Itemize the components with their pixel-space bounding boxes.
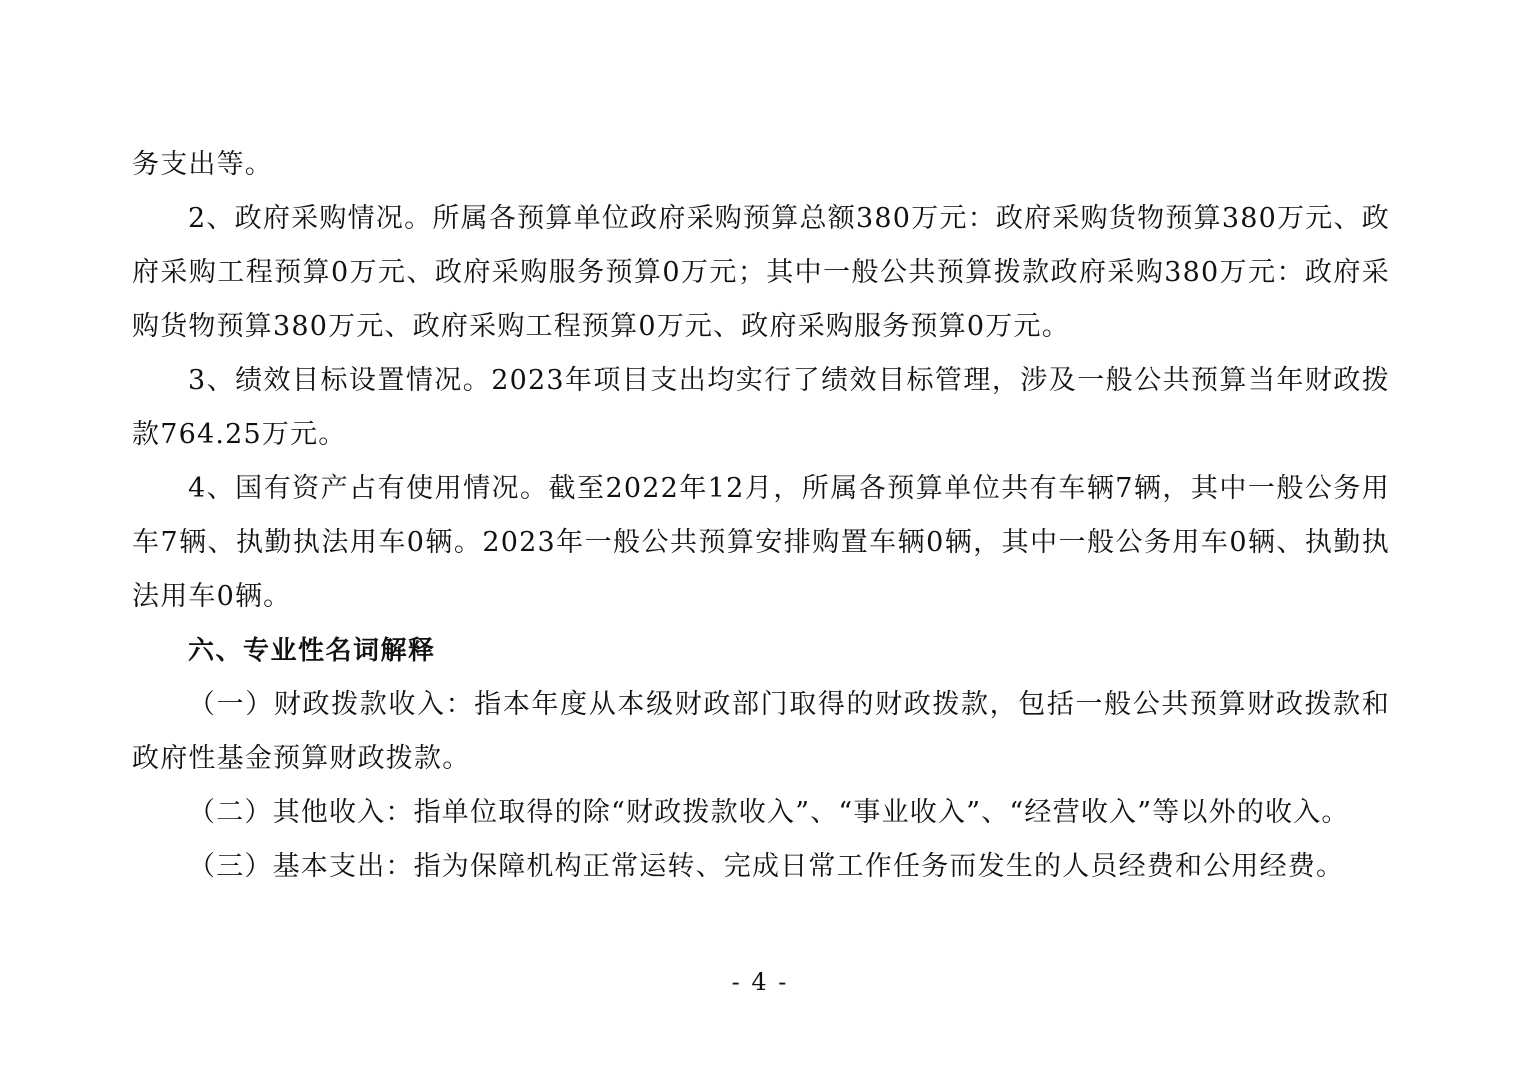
document-body (132, 138, 1390, 894)
paragraph-government-procurement: 2、政府采购情况。所属各预算单位政府采购预算总额380万元：政府采购货物预算380万元、政府采购工程预算0万元、政府采购服务预算0万元；其中一般公共预算拨款政府采购380万元：政府采购货物预算380万元、政府采购工程预算0万元、政府采购服务预算0万元。 (132, 203, 1390, 342)
definition-fiscal-appropriation-income: （一）财政拨款收入：指本年度从本级财政部门取得的财政拨款，包括一般公共预算财政拨款和政府性基金预算财政拨款。 (132, 689, 1390, 774)
paragraph-performance-targets: 3、绩效目标设置情况。2023年项目支出均实行了绩效目标管理，涉及一般公共预算当年财政拨款764.25万元。 (132, 365, 1390, 450)
section-heading: 六、专业性名词解释 (188, 636, 436, 666)
definition-basic-expenditure: （三）基本支出：指为保障机构正常运转、完成日常工作任务而发生的人员经费和公用经费。 (188, 851, 1345, 882)
paragraph-continuation: 务支出等。 (132, 149, 273, 180)
definition-other-income: （二）其他收入：指单位取得的除“财政拨款收入”、“事业收入”、“经营收入”等以外的收入。 (188, 797, 1350, 828)
paragraph-state-assets: 4、国有资产占有使用情况。截至2022年12月，所属各预算单位共有车辆7辆，其中一般公务用车7辆、执勤执法用车0辆。2023年一般公共预算安排购置车辆0辆，其中一般公务用车0辆、执勤执法用车0辆。 (132, 473, 1390, 612)
page-number: - 4 - (731, 968, 789, 996)
